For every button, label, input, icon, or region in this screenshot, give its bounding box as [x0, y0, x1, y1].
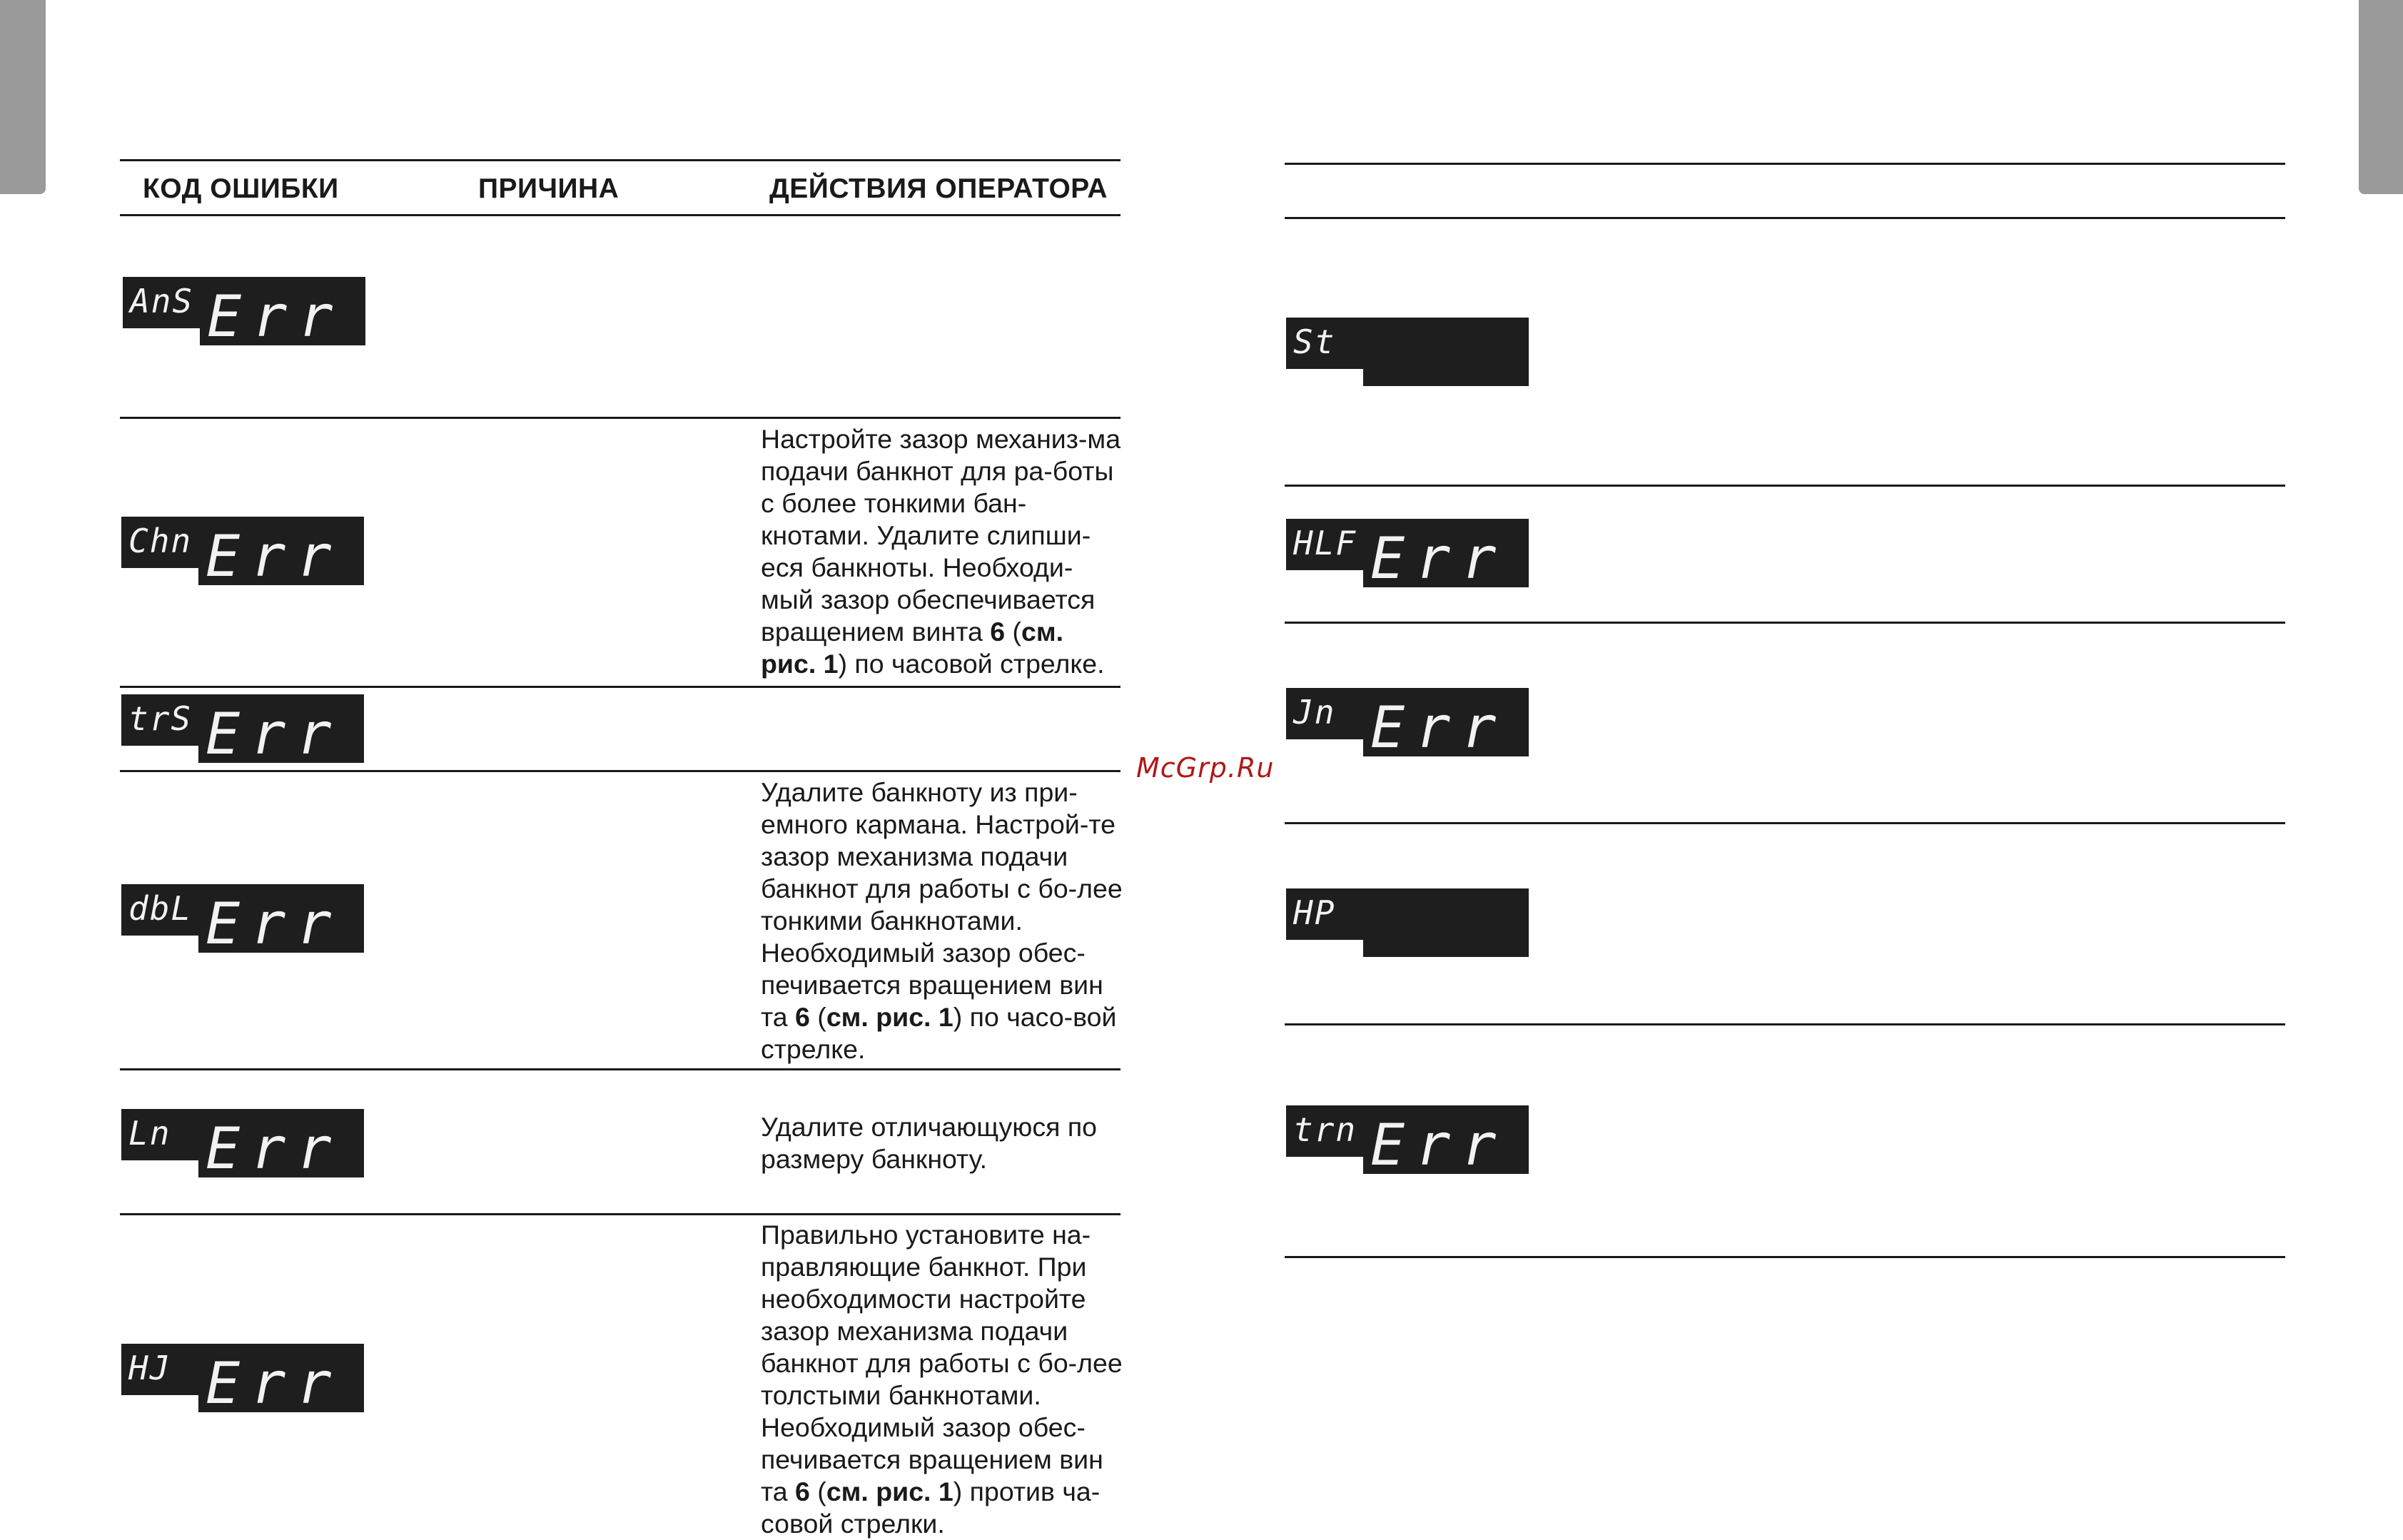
- error-code: Chn: [128, 522, 193, 560]
- error-display-hj: [121, 1344, 364, 1417]
- error-code: St: [1293, 323, 1336, 361]
- row-divider: [120, 417, 1120, 419]
- row-divider: [120, 770, 1120, 772]
- error-display-chn: [121, 517, 364, 589]
- error-code: HP: [1293, 893, 1336, 932]
- header-top-rule: [1285, 163, 2285, 165]
- error-display-ans: [123, 277, 365, 350]
- action-text-dbl: Удалите банкноту из при-емного кармана. Настрой-те зазор механизма подачи банкнот для работы с бо-лее тонкими банкнотами. Необходимый зазор обес-печивается вращением вин та 6 (см. рис. 1) по часо-вой стрелке.: [761, 777, 1123, 1064]
- error-suffix: Err: [206, 523, 343, 589]
- header-code: КОД ОШИБКИ: [143, 173, 339, 204]
- row-divider: [1285, 485, 2285, 487]
- error-suffix: Err: [206, 1350, 343, 1417]
- error-display-ln: [121, 1109, 364, 1182]
- error-code: Ln: [128, 1114, 171, 1153]
- error-code: dbL: [128, 889, 193, 928]
- error-code: trS: [128, 699, 193, 738]
- row-divider: [1285, 1256, 2285, 1258]
- header-action: ДЕЙСТВИЯ ОПЕРАТОРА: [769, 173, 1108, 204]
- error-suffix: Err: [206, 701, 343, 767]
- error-display-hp: [1286, 888, 1529, 957]
- row-divider: [120, 1068, 1120, 1070]
- error-code: AnS: [130, 282, 194, 320]
- header-cause: ПРИЧИНА: [478, 173, 619, 204]
- header-bottom-rule: [120, 214, 1120, 216]
- error-display-trs: [121, 694, 364, 767]
- error-suffix: Err: [1370, 525, 1508, 592]
- watermark: McGrp.Ru: [1136, 752, 1275, 784]
- error-code: Jn: [1293, 693, 1336, 731]
- error-suffix: Err: [1370, 694, 1508, 761]
- error-display-dbl: [121, 884, 364, 957]
- row-divider: [1285, 1023, 2285, 1025]
- error-suffix: Err: [207, 283, 345, 350]
- row-divider: [120, 1213, 1120, 1215]
- page-edge-tab-left: [0, 0, 46, 194]
- row-divider: [120, 686, 1120, 688]
- error-display-jn: [1286, 688, 1529, 761]
- action-text-chn: Настройте зазор механиз-ма подачи банкнот для ра-боты с более тонкими бан-кнотами. Удалите слипши-еся банкноты. Необходи-мый зазор обеспечивается вращением винта 6 (см. рис. 1) по часовой стрелке.: [761, 424, 1121, 679]
- error-display-hlf: [1286, 519, 1529, 592]
- error-code: HJ: [128, 1349, 171, 1387]
- error-display-st: [1286, 318, 1529, 386]
- header-bottom-rule: [1285, 217, 2285, 219]
- error-suffix: Err: [206, 1115, 343, 1182]
- action-text-hj: Правильно установите на-правляющие банкнот. При необходимости настройте зазор механизма подачи банкнот для работы с бо-лее толстыми банкнотами. Необходимый зазор обес-печивается вращением вин та 6 (см. рис. 1) против ча-совой стрелки.: [761, 1220, 1123, 1539]
- error-suffix: Err: [1370, 1112, 1508, 1178]
- page-edge-tab-right: [2359, 0, 2403, 194]
- row-divider: [1285, 822, 2285, 824]
- error-display-trn: [1286, 1105, 1529, 1178]
- error-code: trn: [1293, 1110, 1357, 1149]
- header-top-rule: [120, 159, 1120, 161]
- row-divider: [1285, 622, 2285, 624]
- error-suffix: Err: [206, 891, 343, 957]
- action-text-ln: Удалите отличающуюся по размеру банкноту.: [761, 1112, 1098, 1174]
- error-code: HLF: [1293, 524, 1357, 562]
